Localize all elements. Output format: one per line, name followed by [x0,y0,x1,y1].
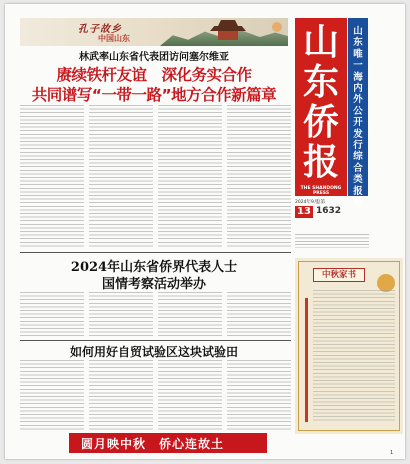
mid-autumn-ad [295,258,403,434]
story2-body-column-3 [158,292,222,338]
issue-total-label: 总第 [316,200,325,205]
publisher-info-lines [295,234,369,248]
section-divider [20,340,291,341]
story2-body-column-1 [20,292,84,338]
sun-graphic [272,22,282,32]
lead-headline-line2: 共同谱写“一带一路”地方合作新篇章 [31,86,277,104]
masthead [295,18,347,196]
story2-headline-line1: 2024年山东省侨界代表人士 [70,260,238,275]
lead-headline-line1: 赓续铁杆友谊 深化务实合作 [56,66,252,84]
masthead-title: 山 东 侨 报 [302,21,339,183]
story2-headline-line2: 国情考察活动举办 [101,277,206,292]
story3-body-column-4 [227,360,291,430]
banner-sub-title: 中国山东 [98,33,130,43]
page-number: 1 [390,450,394,456]
ad-body-text [313,290,395,422]
issue-info [295,198,369,220]
ad-red-bar [305,298,308,422]
story3-body-column-1 [20,360,84,430]
section-divider [20,252,291,253]
issue-date: 2024年9月 [295,200,319,205]
story2-body-column-4 [227,292,291,338]
ad-title: 中秋家书 [321,270,356,280]
slogan-text: 山 东 唯 一 海 内 外 公 开 发 行 综 合 类 报 纸 [353,26,363,209]
lead-body-column-4 [227,105,291,249]
lead-body-column-3 [158,105,222,249]
ad-title-box [313,268,365,282]
story3-body-column-3 [158,360,222,430]
issue-total: 1632 [316,206,342,216]
masthead-slogan [348,18,368,209]
banner-script-title: 孔子故乡 [78,24,122,35]
ribbon-text: 圆月映中秋 侨心连故土 [81,437,225,451]
lead-kicker: 林武率山东省代表团访问塞尔维亚 [79,52,229,63]
masthead-english: THE SHANDONG PRESS [300,186,342,196]
pavilion-graphic [210,20,246,40]
lead-body-column-1 [20,105,84,249]
story3-headline: 如何用好自贸试验区这块试验田 [69,345,238,359]
mid-autumn-ribbon [69,433,267,453]
issue-number: 13 [295,206,313,218]
lead-body-column-2 [89,105,153,249]
confucius-hometown-banner [20,18,288,46]
story3-body-column-2 [89,360,153,430]
story2-body-column-2 [89,292,153,338]
newspaper-front-page [5,4,405,459]
